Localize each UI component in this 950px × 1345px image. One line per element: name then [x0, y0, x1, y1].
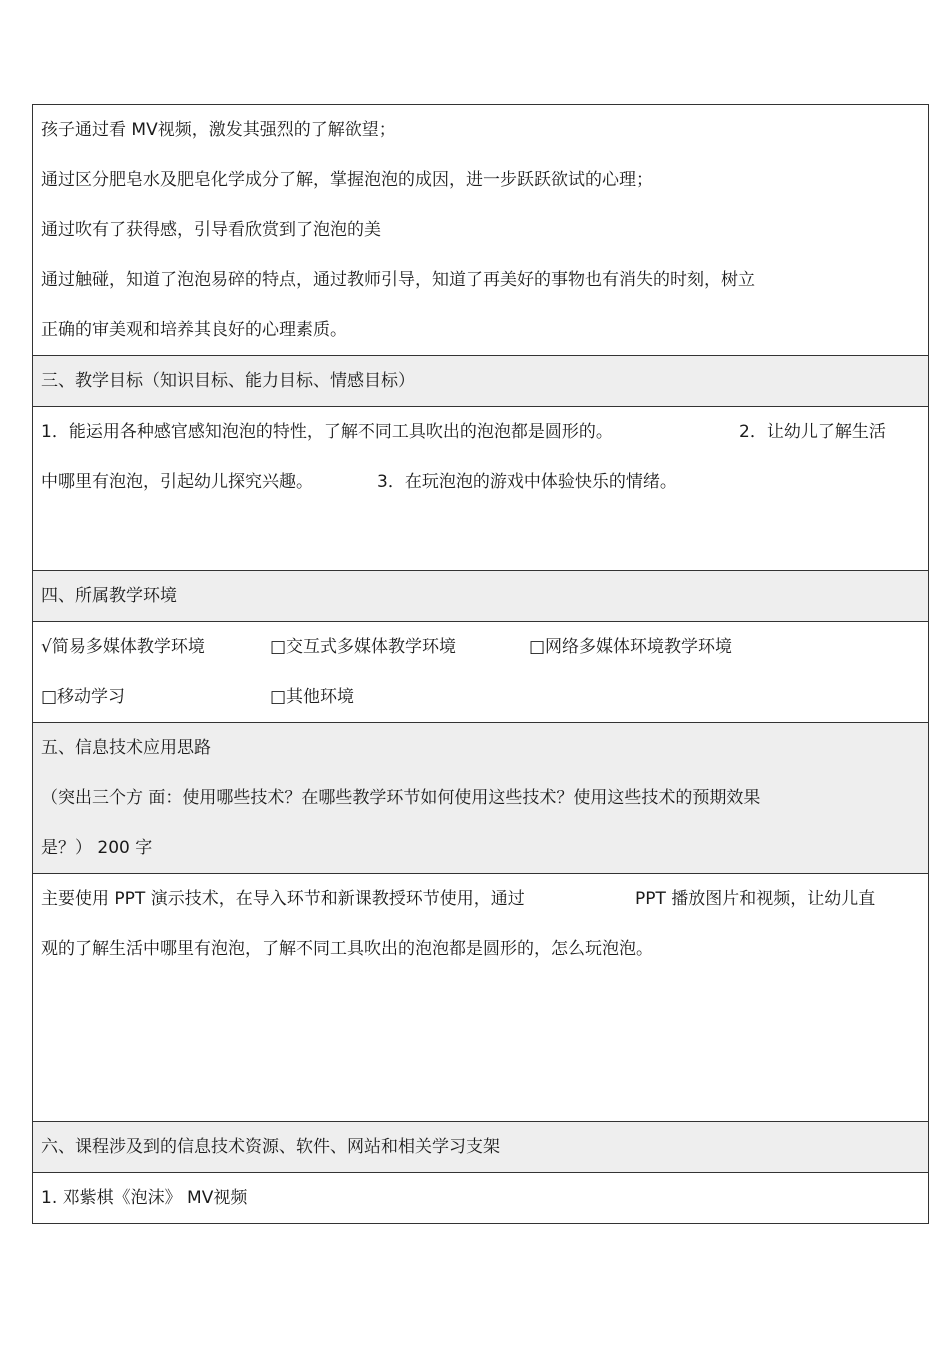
- it-approach-answer: [33, 874, 928, 1122]
- resources-heading: 六、课程涉及到的信息技术资源、软件、网站和相关学习支架: [41, 1137, 500, 1157]
- option-simple-multimedia[interactable]: √简易多媒体教学环境: [41, 637, 205, 657]
- environment-line-2: [41, 672, 920, 722]
- goals-line-2: [41, 457, 920, 507]
- goal-item-2-start: 2．让幼儿了解生活: [739, 422, 886, 442]
- it-approach-heading: 五、信息技术应用思路: [41, 738, 211, 758]
- resources-heading-row: [33, 1122, 928, 1173]
- it-approach-hint-2: 是？） 200 字: [41, 838, 153, 858]
- intro-line-2: 通过区分肥皂水及肥皂化学成分了解，掌握泡泡的成因，进一步跃跃欲试的心理；: [41, 170, 653, 190]
- goal-item-2-end: 中哪里有泡泡，引起幼儿探究兴趣。: [41, 472, 313, 492]
- goals-heading-row: [33, 356, 928, 407]
- goals-content: [33, 407, 928, 571]
- option-interactive-multimedia[interactable]: □交互式多媒体教学环境: [270, 637, 457, 657]
- it-answer-part-1: 主要使用 PPT 演示技术，在导入环节和新课教授环节使用，通过: [41, 889, 525, 909]
- intro-line-1: 孩子通过看 MV视频，激发其强烈的了解欲望；: [41, 120, 396, 140]
- intro-line-3: 通过吹有了获得感，引导看欣赏到了泡泡的美: [41, 220, 381, 240]
- intro-line-4: 通过触碰，知道了泡泡易碎的特点，通过教师引导，知道了再美好的事物也有消失的时刻，树立: [41, 270, 755, 290]
- it-approach-heading-row: [33, 723, 928, 874]
- it-answer-line-2: 观的了解生活中哪里有泡泡，了解不同工具吹出的泡泡都是圆形的，怎么玩泡泡。: [41, 939, 653, 959]
- environment-line-1: [41, 622, 920, 672]
- intro-line-5: 正确的审美观和培养其良好的心理素质。: [41, 320, 347, 340]
- environment-heading: 四、所属教学环境: [41, 586, 177, 606]
- lesson-plan-table: [32, 104, 929, 1224]
- goals-heading: 三、教学目标（知识目标、能力目标、情感目标）: [41, 371, 415, 391]
- option-other[interactable]: □其他环境: [270, 687, 355, 707]
- option-network-multimedia[interactable]: □网络多媒体环境教学环境: [529, 637, 733, 657]
- intro-section: [33, 105, 928, 356]
- goal-item-3: 3．在玩泡泡的游戏中体验快乐的情绪。: [377, 472, 677, 492]
- it-approach-hint-1: （突出三个方 面：使用哪些技术？在哪些教学环节如何使用这些技术？使用这些技术的预期效果: [41, 788, 761, 808]
- environment-options: [33, 622, 928, 723]
- goals-line-1: [41, 407, 920, 457]
- it-answer-part-2: PPT 播放图片和视频，让幼儿直: [635, 889, 876, 909]
- goal-item-1: 1．能运用各种感官感知泡泡的特性，了解不同工具吹出的泡泡都是圆形的。: [41, 422, 613, 442]
- resource-item-1: 1. 邓紫棋《泡沫》 MV视频: [41, 1188, 248, 1208]
- option-mobile-learning[interactable]: □移动学习: [41, 687, 126, 707]
- it-answer-line-1: [41, 874, 920, 924]
- environment-heading-row: [33, 571, 928, 622]
- resources-content: [33, 1173, 928, 1223]
